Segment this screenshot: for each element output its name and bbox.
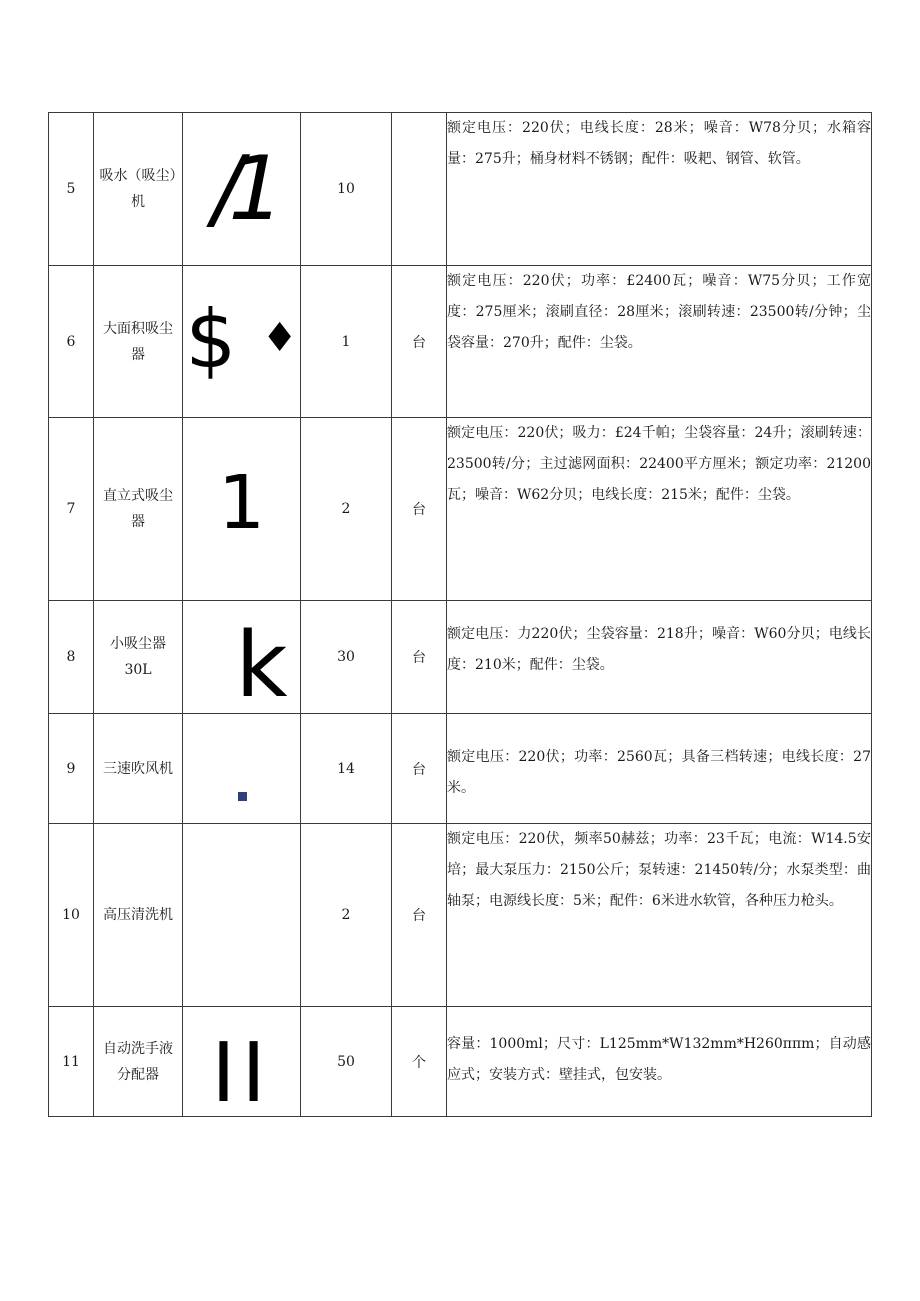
item-name-text: 吸水（吸尘）机	[99, 168, 177, 210]
quantity: 1	[301, 266, 392, 418]
product-image	[183, 601, 301, 714]
spec-text: 额定电压：220伏；电线长度：28米；噪音：W78分贝；水箱容量：275升；桶身材料不锈钢；配件：吸耙、钢管、软管。	[447, 113, 872, 266]
diamond-glyph: ♦	[261, 315, 298, 361]
row-number: 6	[49, 266, 94, 418]
product-image	[183, 1007, 301, 1117]
table-row	[49, 714, 872, 824]
item-name-text: 直立式吸尘器	[103, 488, 173, 530]
item-name-text: 大面积吸尘器	[103, 320, 173, 363]
product-image-glyph: 1	[217, 460, 266, 546]
product-image	[183, 266, 301, 418]
table-row	[49, 824, 872, 1007]
product-image	[183, 113, 301, 266]
product-image-glyph: k	[235, 613, 288, 714]
quantity: 50	[301, 1007, 392, 1117]
product-image	[183, 418, 301, 601]
table-row	[49, 418, 872, 601]
spec-text: 额定电压：力220伏；尘袋容量：218升；噪音：W60分贝；电线长度：210米；配件：尘袋。	[447, 601, 872, 714]
table-row	[49, 113, 872, 266]
item-name	[94, 601, 183, 714]
product-image-glyph: II	[211, 1026, 272, 1117]
item-name-text: 高压清洗机	[103, 907, 173, 923]
spec-text: 额定电压：220伏；功率：£2400瓦；噪音：W75分贝；工作宽度：275厘米；滚刷直径：28厘米；滚刷转速：23500转/分钟；尘袋容量：270升；配件：尘袋。	[447, 266, 872, 418]
spec-text: 额定电压：220伏；吸力：£24千帕；尘袋容量：24升；滚刷转速：23500转/分；主过滤网面积：22400平方厘米；额定功率：21200瓦；噪音：W62分贝；电线长度：215米；配件：尘袋。	[447, 418, 872, 601]
item-name-text: 自动洗手液分配器	[103, 1040, 173, 1083]
quantity: 10	[301, 113, 392, 266]
product-image-dot	[238, 792, 247, 801]
dollar-glyph: $	[185, 293, 237, 386]
unit: 台	[392, 824, 447, 1007]
quantity: 30	[301, 601, 392, 714]
spec-text: 容量：1000ml；尺寸：L125mm*W132mm*H260ππm；自动感应式；安装方式：壁挂式，包安装。	[447, 1007, 872, 1117]
unit: 台	[392, 601, 447, 714]
unit	[392, 113, 447, 266]
equipment-spec-table	[48, 112, 872, 1117]
row-number: 7	[49, 418, 94, 601]
unit: 台	[392, 266, 447, 418]
spec-text: 额定电压：220伏；功率：2560瓦；具备三档转速；电线长度：27米。	[447, 714, 872, 824]
unit: 个	[392, 1007, 447, 1117]
product-image	[183, 714, 301, 824]
item-name-text: 三速吹风机	[103, 760, 173, 777]
item-name	[94, 113, 183, 266]
quantity: 2	[301, 824, 392, 1007]
row-number: 9	[49, 714, 94, 824]
unit: 台	[392, 714, 447, 824]
item-name	[94, 824, 183, 1007]
table-row	[49, 266, 872, 418]
product-image-glyph: /1	[212, 137, 271, 240]
row-number: 11	[49, 1007, 94, 1117]
item-name	[94, 418, 183, 601]
item-name	[94, 1007, 183, 1117]
item-name	[94, 266, 183, 418]
quantity: 14	[301, 714, 392, 824]
row-number: 5	[49, 113, 94, 266]
row-number: 8	[49, 601, 94, 714]
product-image	[183, 824, 301, 1007]
quantity: 2	[301, 418, 392, 601]
table-row	[49, 601, 872, 714]
item-name	[94, 714, 183, 824]
row-number: 10	[49, 824, 94, 1007]
spec-text: 额定电压：220伏，频率50赫兹；功率：23千瓦；电流：W14.5安培；最大泵压力：2150公斤；泵转速：21450转/分；水泵类型：曲轴泵；电源线长度：5米；配件：6米进水软管，各种压力枪头。	[447, 824, 872, 1007]
unit: 台	[392, 418, 447, 601]
item-name-text: 小吸尘器30L	[110, 636, 166, 678]
product-image-glyph	[183, 293, 300, 386]
table-row	[49, 1007, 872, 1117]
